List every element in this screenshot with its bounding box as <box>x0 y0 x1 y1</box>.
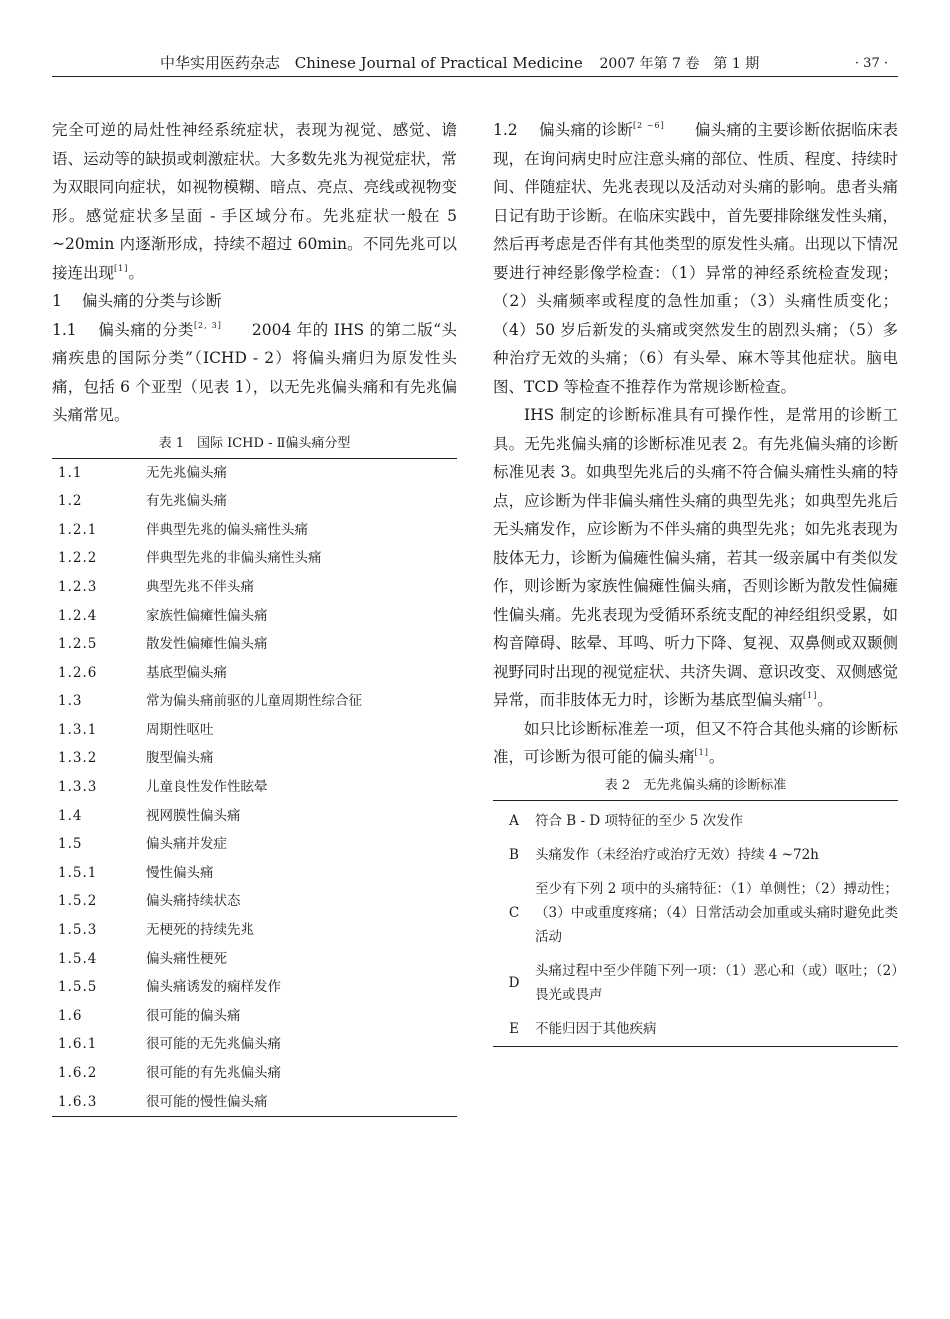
table1-row <box>52 687 457 716</box>
table1-row <box>52 973 457 1002</box>
table2-key: E <box>509 1020 519 1037</box>
table1-code: 1.2.2 <box>58 550 98 567</box>
table1-row <box>52 516 457 545</box>
table2-key: D <box>508 974 520 991</box>
table1-row <box>52 659 457 688</box>
journal-volume: 2007 年第 7 卷 第 1 期 <box>599 56 760 72</box>
table1-code: 1.2.4 <box>58 607 98 624</box>
section-heading-1: 1 偏头痛的分类与诊断 <box>52 292 222 310</box>
table1-code: 1.4 <box>58 807 83 824</box>
citation: [2, 3] <box>193 320 222 330</box>
table1-code: 1.6 <box>58 1007 83 1024</box>
paragraph-probable: 如只比诊断标准差一项，但又不符合其他头痛的诊断标准，可诊断为很可能的偏头痛[1]。 <box>493 719 898 766</box>
table1-row <box>52 1088 457 1117</box>
table1-code: 1.5.1 <box>58 864 98 881</box>
table1-name: 偏头痛性梗死 <box>146 950 227 967</box>
table1-name: 腹型偏头痛 <box>146 750 214 767</box>
table1-name: 周期性呕吐 <box>146 721 214 738</box>
table1-row <box>52 773 457 802</box>
table1-row <box>52 859 457 888</box>
table1-name: 伴典型先兆的偏头痛性头痛 <box>146 521 308 538</box>
running-header <box>160 52 759 73</box>
table2-row <box>493 1012 898 1047</box>
table1-name: 无梗死的持续先兆 <box>146 922 254 939</box>
header-rule <box>52 76 898 77</box>
table1-code: 1.2.3 <box>58 578 98 595</box>
table1-name: 散发性偏瘫性偏头痛 <box>146 636 268 653</box>
table1-name: 很可能的偏头痛 <box>146 1007 241 1024</box>
citation: [2 ~6] <box>632 121 665 130</box>
table2-row <box>493 954 898 1012</box>
table1-row <box>52 458 457 487</box>
page-number: · 37 · <box>854 56 888 71</box>
table1-migraine-types <box>52 458 457 1118</box>
table1-row <box>52 1030 457 1059</box>
table1-row <box>52 630 457 659</box>
table1-code: 1.3.2 <box>58 750 98 767</box>
table2-row <box>493 872 898 954</box>
right-column <box>493 116 898 1047</box>
table2-key: C <box>508 904 520 921</box>
table1-code: 1.3.1 <box>58 721 98 738</box>
table2-row <box>493 838 898 872</box>
table1-row <box>52 887 457 916</box>
table1-code: 1.5.3 <box>58 922 98 939</box>
section-heading-1-1: 1.1 偏头痛的分类[2, 3] 2004 年的 IHS 的第二版“头痛疾患的国际分类”（ICHD - 2）将偏头痛归为原发性头痛，包括 6 个亚型（见表 1），以无先兆偏头痛和有先兆偏头痛常见。 <box>52 320 457 424</box>
table1-row <box>52 916 457 945</box>
table1-name: 很可能的有先兆偏头痛 <box>146 1065 281 1082</box>
table1-code: 1.5.5 <box>58 979 98 996</box>
table1-name: 伴典型先兆的非偏头痛性头痛 <box>146 550 322 567</box>
table1-name: 很可能的无先兆偏头痛 <box>146 1036 281 1053</box>
table2-text: 符合 B - D 项特征的至少 5 次发作 <box>535 812 744 829</box>
table1-code: 1.5 <box>58 836 83 853</box>
table2-text: 至少有下列 2 项中的头痛特征：（1）单侧性；（2）搏动性；（3）中或重度疼痛；（4）日常活动会加重或头痛时避免此类活动 <box>535 880 898 945</box>
table1-name: 常为偏头痛前驱的儿童周期性综合征 <box>146 693 362 710</box>
table1-name: 基底型偏头痛 <box>146 664 227 681</box>
journal-title-cn: 中华实用医药杂志 <box>160 54 281 72</box>
table1-code: 1.1 <box>58 464 83 481</box>
section-heading-1-2: 1.2 偏头痛的诊断[2 ~6] 偏头痛的主要诊断依据临床表现，在询问病史时应注意头痛的部位、性质、程度、持续时间、伴随症状、先兆表现以及活动对头痛的影响。患者头痛日记有助于诊断。在临床实践中，首先要排除继发性头痛，然后再考虑是否伴有其他类型的原发性头痛。出现以下情况要进行神经影像学检查：（1）异常的神经系统检查发现；（2）头痛频率或程度的急性加重；（3）头痛性质变化；（4）50 岁后新发的头痛或突然发生的剧烈头痛；（5）多种治疗无效的头痛；（6）有头晕、麻木等其他症状。脑电图、TCD 等检查不推荐作为常规诊断检查。 <box>493 121 898 396</box>
table1-row <box>52 601 457 630</box>
table1-code: 1.6.3 <box>58 1093 98 1110</box>
citation: [1] <box>803 691 818 700</box>
table1-row <box>52 744 457 773</box>
table1-name: 视网膜性偏头痛 <box>146 807 241 824</box>
citation: [1] <box>694 748 709 757</box>
table2-diagnostic-criteria <box>493 800 898 1047</box>
table1-name: 家族性偏瘫性偏头痛 <box>146 607 268 624</box>
table1-row <box>52 573 457 602</box>
table2-caption: 表 2 无先兆偏头痛的诊断标准 <box>604 777 787 793</box>
table1-code: 1.2.6 <box>58 664 98 681</box>
table1-code: 1.3.3 <box>58 779 98 796</box>
table1-name: 偏头痛并发症 <box>146 836 227 853</box>
table1-name: 典型先兆不伴头痛 <box>146 578 254 595</box>
table2-text: 头痛过程中至少伴随下列一项：（1）恶心和（或）呕吐；（2）畏光或畏声 <box>535 962 898 1003</box>
journal-title-en: Chinese Journal of Practical Medicine <box>294 54 583 72</box>
table1-row <box>52 716 457 745</box>
table1-code: 1.2.5 <box>58 636 98 653</box>
table2-key: B <box>509 846 519 863</box>
paragraph-ihs-criteria: IHS 制定的诊断标准具有可操作性，是常用的诊断工具。无先兆偏头痛的诊断标准见表 2。有先兆偏头痛的诊断标准见表 3。如典型先兆后的头痛不符合偏头痛性头痛的特点，应诊断为伴非偏头痛性头痛的典型先兆；如典型先兆后无头痛发作，应诊断为不伴头痛的典型先兆；如先兆表现为肢体无力，诊断为偏瘫性偏头痛，若其一级亲属中有类似发作，则诊断为家族性偏瘫性偏头痛，否则诊断为散发性偏瘫性偏头痛。先兆表现为受循环系统支配的神经组织受累，如构音障碍、眩晕、耳鸣、听力下降、复视、双鼻侧或双颞侧视野同时出现的视觉症状、共济失调、意识改变、双侧感觉异常，而非肢体无力时，诊断为基底型偏头痛[1]。 <box>493 406 898 709</box>
table1-row <box>52 487 457 516</box>
table1-name: 有先兆偏头痛 <box>146 493 227 510</box>
table1-row <box>52 1059 457 1088</box>
table1-name: 偏头痛诱发的痫样发作 <box>146 979 281 996</box>
table1-name: 很可能的慢性偏头痛 <box>146 1093 268 1110</box>
table1-row <box>52 830 457 859</box>
table1-row <box>52 1002 457 1031</box>
table2-key: A <box>509 812 519 829</box>
table1-code: 1.2.1 <box>58 521 98 538</box>
table1-row <box>52 544 457 573</box>
table1-code: 1.3 <box>58 693 83 710</box>
table1-row <box>52 945 457 974</box>
paragraph-aura: 完全可逆的局灶性神经系统症状，表现为视觉、感觉、谵语、运动等的缺损或刺激症状。大多数先兆为视觉症状，常为双眼同向症状，如视物模糊、暗点、亮点、亮线或视物变形。感觉症状多呈面 - 手区域分布。先兆症状一般在 5 ~20min 内逐渐形成，持续不超过 60min。不同先兆可以接连出现[1]。 <box>52 121 457 282</box>
table2-row <box>493 800 898 838</box>
citation: [1] <box>114 263 129 273</box>
table1-name: 儿童良性发作性眩晕 <box>146 779 268 796</box>
table1-caption: 表 1 国际 ICHD - Ⅱ偏头痛分型 <box>158 435 351 451</box>
table1-code: 1.6.1 <box>58 1036 98 1053</box>
table1-row <box>52 802 457 831</box>
table1-name: 无先兆偏头痛 <box>146 464 227 481</box>
table2-text: 不能归因于其他疾病 <box>535 1020 657 1037</box>
table1-code: 1.5.2 <box>58 893 98 910</box>
table1-name: 慢性偏头痛 <box>146 864 214 881</box>
table1-code: 1.5.4 <box>58 950 98 967</box>
left-column <box>52 116 457 1117</box>
table1-code: 1.2 <box>58 493 83 510</box>
table1-name: 偏头痛持续状态 <box>146 893 241 910</box>
table1-code: 1.6.2 <box>58 1065 98 1082</box>
table2-text: 头痛发作（未经治疗或治疗无效）持续 4 ~72h <box>535 846 819 863</box>
